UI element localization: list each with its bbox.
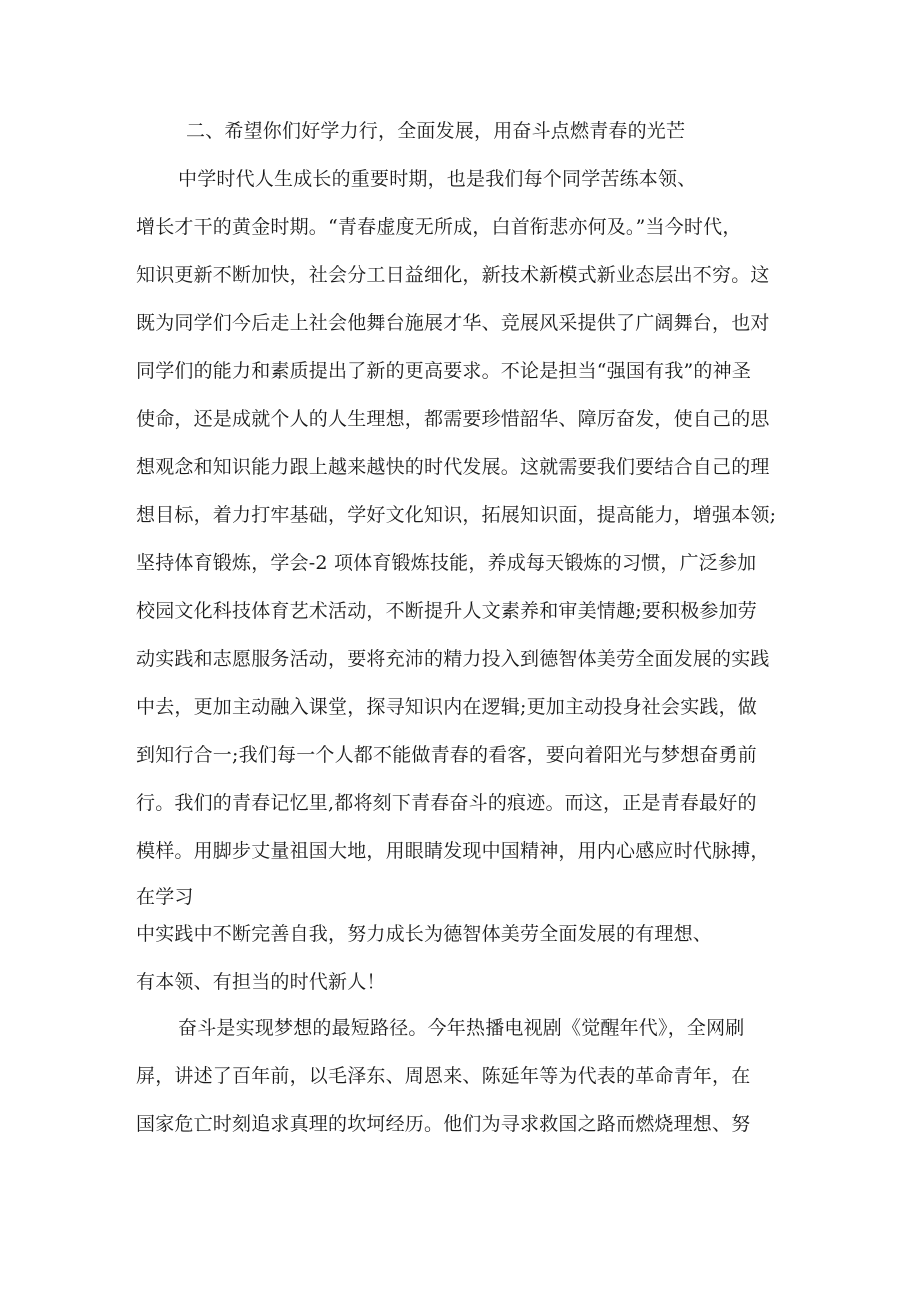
paragraph-line: 想目标，着力打牢基础，学好文化知识，拓展知识面，提高能力，增强本领; <box>136 504 777 526</box>
paragraph-line: 奋斗是实现梦想的最短路径。今年热播电视剧《觉醒年代》，全网刷 <box>178 1017 745 1039</box>
paragraph-line: 有本领、有担当的时代新人！ <box>136 971 386 993</box>
paragraph-line: 使命，还是成就个人的人生理想，都需要珍惜韶华、障厉奋发，使自己的思 <box>136 408 770 430</box>
paragraph-line: 中实践中不断完善自我，努力成长为德智体美劳全面发展的有理想、 <box>136 923 713 945</box>
paragraph-line: 在学习 <box>136 886 194 908</box>
paragraph-line: 知识更新不断加快，社会分工日益细化，新技术新模式新业态层出不穷。这 <box>136 264 770 286</box>
paragraph-line: 国家危亡时刻追求真理的坎坷经历。他们为寻求救国之路而燃烧理想、努 <box>136 1113 751 1135</box>
paragraph-line: 屏，讲述了百年前，以毛泽东、周恩来、陈延年等为代表的革命青年，在 <box>136 1065 751 1087</box>
paragraph-line: 增长才干的黄金时期。“青春虚度无所成，白首衔悲亦何及。”当今时代， <box>136 216 742 238</box>
paragraph-line: 中去，更加主动融入课堂，探寻知识内在逻辑;更加主动投身社会实践，做 <box>136 696 758 718</box>
paragraph-line: 动实践和志愿服务活动，要将充沛的精力投入到德智体美劳全面发展的实践 <box>136 648 770 670</box>
paragraph-line: 行。我们的青春记忆里,都将刻下青春奋斗的痕迹。而这，正是青春最好的 <box>136 792 757 814</box>
section-heading: 二、希望你们好学力行，全面发展，用奋斗点燃青春的光芒 <box>186 120 686 142</box>
paragraph-line: 模样。用脚步丈量祖国大地，用眼睛发现中国精神，用内心感应时代脉搏， <box>136 840 770 862</box>
paragraph-line: 到知行合一;我们每一个人都不能做青春的看客，要向着阳光与梦想奋勇前 <box>136 744 758 766</box>
paragraph-line: 既为同学们今后走上社会他舞台施展才华、竞展风采提供了广阔舞台，也对 <box>136 312 770 334</box>
paragraph-line: 校园文化科技体育艺术活动，不断提升人文素养和审美情趣;要积极参加劳 <box>136 600 758 622</box>
paragraph-line: 同学们的能力和素质提出了新的更高要求。不论是担当“强国有我”的神圣 <box>136 360 752 382</box>
paragraph-line: 想观念和知识能力跟上越来越快的时代发展。这就需要我们要结合自己的理 <box>136 456 770 478</box>
paragraph-line: 坚持体育锻炼，学会-2 项体育锻炼技能，养成每天锻炼的习惯，广泛参加 <box>136 552 757 574</box>
paragraph-line: 中学时代人生成长的重要时期，也是我们每个同学苦练本领、 <box>178 168 697 190</box>
